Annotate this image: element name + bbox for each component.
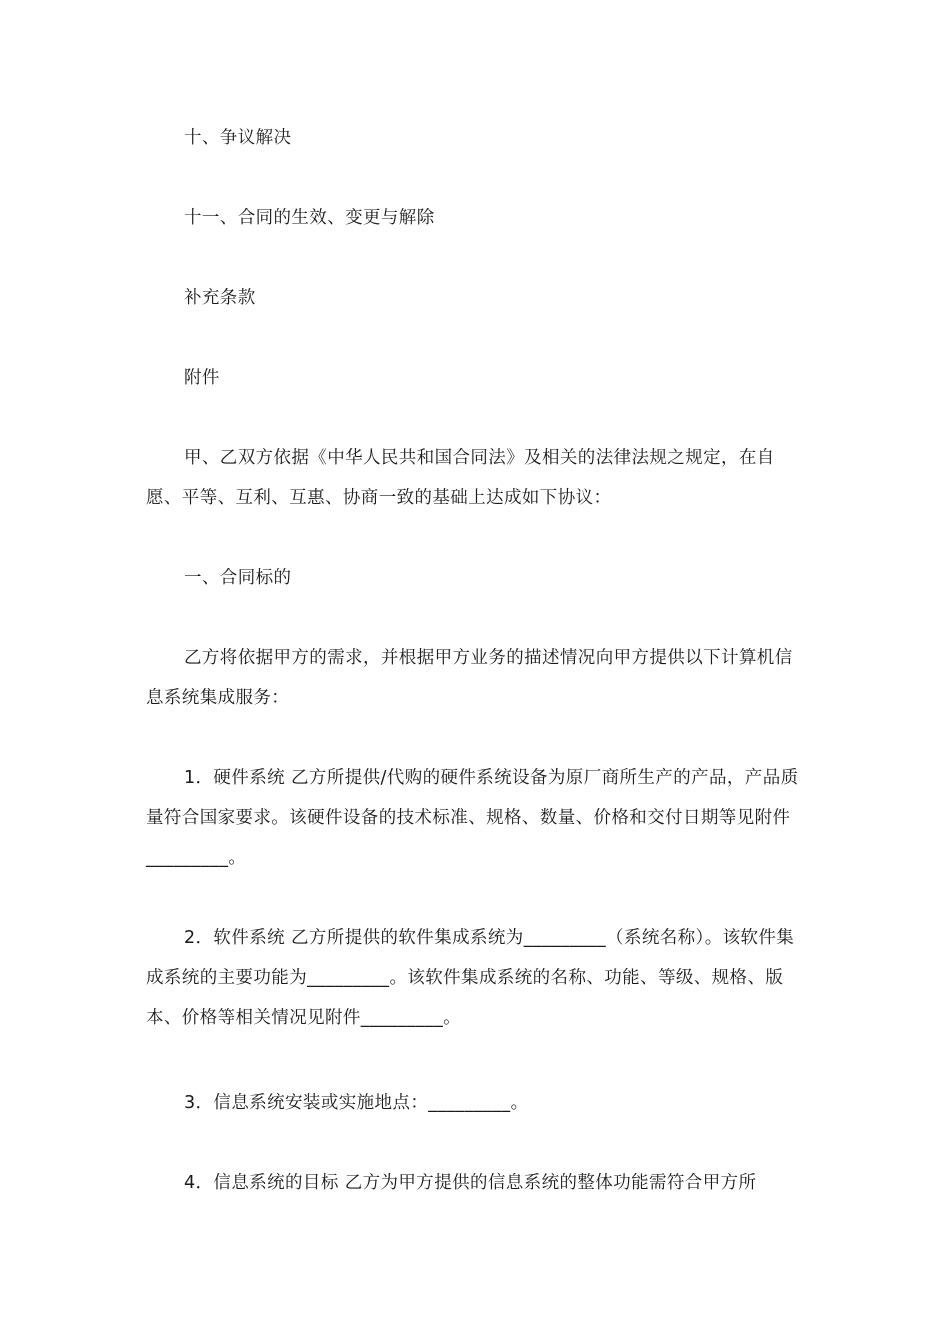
toc-item-dispute-resolution: 十、争议解决	[184, 128, 292, 148]
intro-paragraph: 甲、乙双方依据《中华人民共和国合同法》及相关的法律法规之规定，在自愿、平等、互利、互惠、协商一致的基础上达成如下协议：	[146, 448, 775, 508]
section-intro-paragraph: 乙方将依据甲方的需求，并根据甲方业务的描述情况向甲方提供以下计算机信息系统集成服务：	[146, 648, 793, 708]
item-hardware-system: 1．硬件系统 乙方所提供/代购的硬件系统设备为原厂商所生产的产品，产品质量符合国家要求。该硬件设备的技术标准、规格、数量、价格和交付日期等见附件_________。	[146, 768, 799, 868]
toc-item-effectiveness: 十一、合同的生效、变更与解除	[184, 208, 435, 228]
item-system-goal: 4．信息系统的目标 乙方为甲方提供的信息系统的整体功能需符合甲方所	[184, 1173, 757, 1193]
section-title-contract-subject: 一、合同标的	[184, 568, 292, 588]
toc-item-supplementary-terms: 补充条款	[184, 288, 256, 308]
item-software-system: 2．软件系统 乙方所提供的软件集成系统为_________（系统名称）。该软件集成系统的主要功能为_________。该软件集成系统的名称、功能、等级、规格、版本、价格等相关情况见附件_________。	[146, 928, 795, 1028]
item-installation-location: 3．信息系统安装或实施地点：_________。	[184, 1093, 529, 1113]
toc-item-attachments: 附件	[184, 368, 220, 388]
